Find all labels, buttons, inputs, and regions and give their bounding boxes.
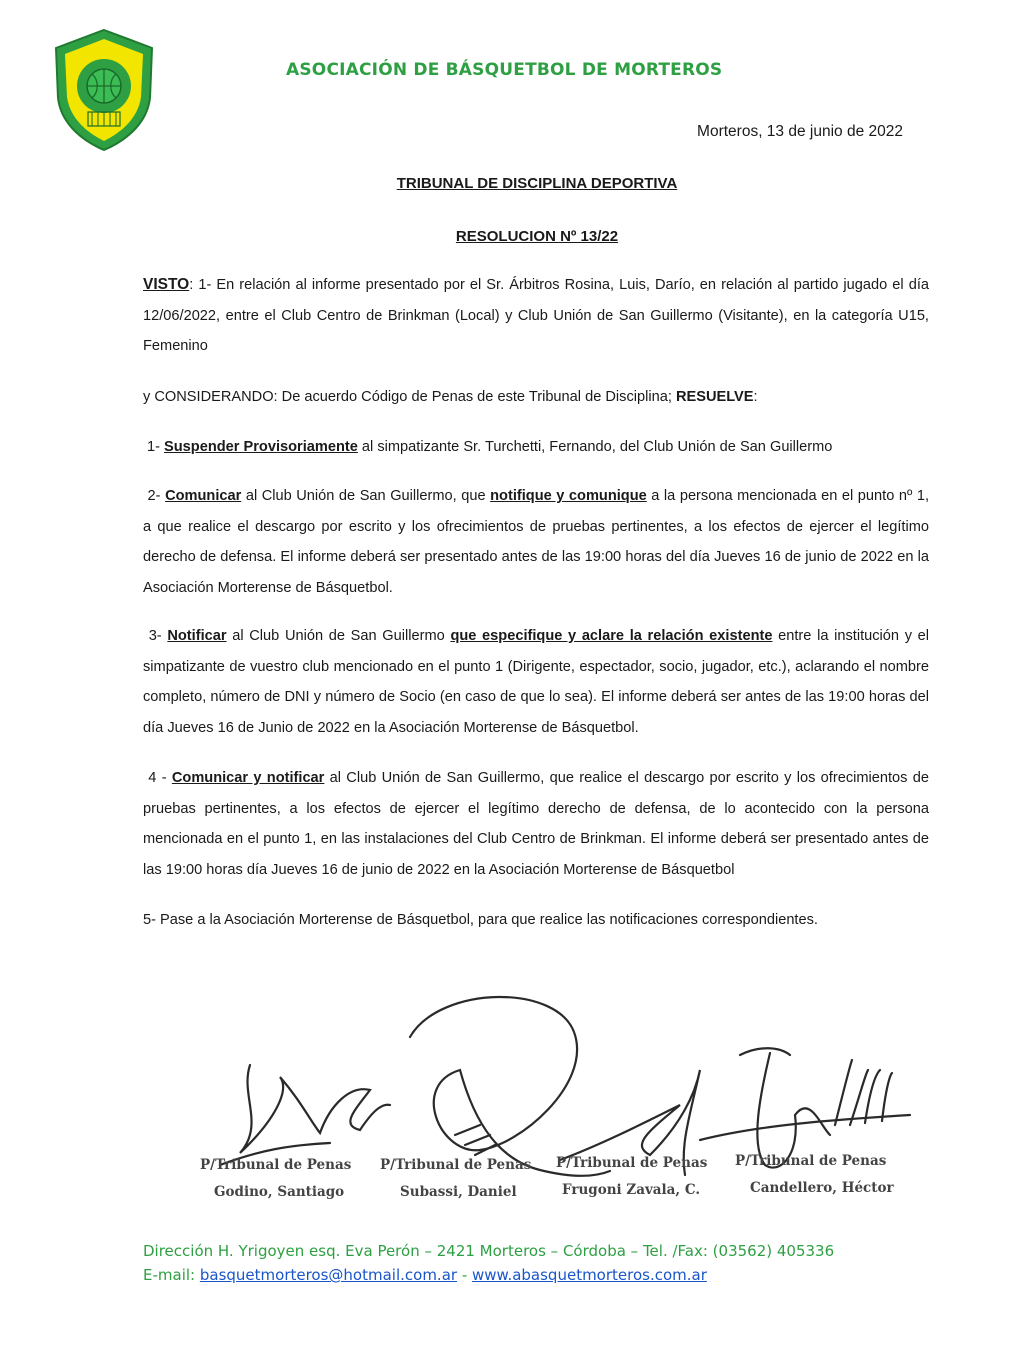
signatory-2-role: P/Tribunal de Penas xyxy=(380,1157,532,1173)
visto-paragraph xyxy=(143,270,929,362)
visto-label: VISTO xyxy=(143,276,190,293)
visto-text: : 1- En relación al informe presentado por el Sr. Árbitros Rosina, Luis, Darío, en relación al partido jugado el día 12/06/2022, entre el Club Centro de Brinkman (Local) y Club Unión de San Guillermo (Visitante), en la categoría U15, Femenino xyxy=(143,277,929,354)
item-4-action: Comunicar y notificar xyxy=(171,770,325,786)
footer-website-link[interactable]: www.abasquetmorteros.com.ar xyxy=(472,1266,707,1284)
footer-email-link[interactable]: basquetmorteros@hotmail.com.ar xyxy=(199,1266,458,1284)
item-2-action-2: notifique y comunique xyxy=(490,488,647,504)
item-1-prefix: 1- xyxy=(147,439,165,455)
item-1-text: al simpatizante Sr. Turchetti, Fernando, del Club Unión de San Guillermo xyxy=(357,439,833,455)
considerando-end: : xyxy=(753,389,758,405)
tribunal-heading: TRIBUNAL DE DISCIPLINA DEPORTIVA xyxy=(396,175,678,192)
signatory-1-name: Godino, Santiago xyxy=(214,1184,345,1200)
document-date: Morteros, 13 de junio de 2022 xyxy=(697,123,903,140)
item-1-action: Suspender Provisoriamente xyxy=(164,439,358,455)
signatory-4-name: Candellero, Héctor xyxy=(750,1180,894,1196)
item-2-text-b: a la persona mencionada en el punto nº 1, a que realice el descargo por escrito y los ofrecimientos de pruebas pertinentes, a los efectos de ejercer el legítimo derecho de defensa. El informe deberá ser presentado antes de las 19:00 horas del día Jueves 16 de junio de 2022 en la Asociación Morterense de Básquetbol. xyxy=(143,488,929,596)
signatory-2-name: Subassi, Daniel xyxy=(400,1184,517,1200)
item-2-action: Comunicar xyxy=(165,488,242,504)
organization-title: ASOCIACIÓN DE BÁSQUETBOL DE MORTEROS xyxy=(286,60,723,80)
resuelve-label: RESUELVE xyxy=(675,389,754,405)
item-2-text-a: al Club Unión de San Guillermo, que xyxy=(241,488,491,504)
item-3-text-a: al Club Unión de San Guillermo xyxy=(226,628,451,644)
item-3-action: Notificar xyxy=(167,628,227,644)
signatory-3-role: P/Tribunal de Penas xyxy=(556,1155,708,1171)
item-3-prefix: 3- xyxy=(148,628,168,644)
item-3-text-b: entre la institución y el simpatizante de vuestro club mencionado en el punto 1 (Dirigente, espectador, socio, jugador, etc.), aclarando el nombre completo, número de DNI y número de Socio (en caso de que lo sea). El informe deberá ser antes de las 19:00 horas del día Jueves 16 de Junio de 2022 en la Asociación Morterense de Básquetbol. xyxy=(143,628,930,736)
association-logo xyxy=(52,28,156,152)
signature-block xyxy=(180,975,930,1215)
resolution-item-3 xyxy=(143,621,929,743)
handwritten-signatures xyxy=(180,975,930,1215)
resolution-item-4 xyxy=(143,763,929,885)
footer-contact xyxy=(143,1266,707,1284)
item-4-text: al Club Unión de San Guillermo, que realice el descargo por escrito y los ofrecimientos de pruebas pertinentes, a los efectos de ejercer el legítimo derecho de defensa, de lo acontecido con la persona mencionada en el punto 1, en las instalaciones del Club Centro de Brinkman. El informe deberá ser presentado antes de las 19:00 horas día Jueves 16 de junio de 2022 en la Asociación Morterense de Básquetbol xyxy=(143,770,929,878)
footer-email-label: E-mail: xyxy=(143,1266,200,1284)
item-2-prefix: 2- xyxy=(147,488,166,504)
footer-address: Dirección H. Yrigoyen esq. Eva Perón – 2421 Morteros – Córdoba – Tel. /Fax: (03562) 405336 xyxy=(143,1242,835,1260)
signatory-3-name: Frugoni Zavala, C. xyxy=(562,1182,701,1198)
considerando-paragraph xyxy=(143,382,929,413)
footer-separator: - xyxy=(457,1266,473,1284)
item-3-action-2: que especifique y aclare la relación existente xyxy=(450,628,773,644)
considerando-text: y CONSIDERANDO: De acuerdo Código de Penas de este Tribunal de Disciplina; xyxy=(143,389,676,405)
resolution-item-1 xyxy=(147,432,933,463)
resolution-heading: RESOLUCION Nº 13/22 xyxy=(455,228,619,245)
signatory-4-role: P/Tribunal de Penas xyxy=(735,1153,887,1169)
item-4-prefix: 4 - xyxy=(148,770,172,786)
resolution-item-2 xyxy=(143,481,929,603)
signatory-1-role: P/Tribunal de Penas xyxy=(200,1157,352,1173)
resolution-item-5: 5- Pase a la Asociación Morterense de Básquetbol, para que realice las notificaciones correspondientes. xyxy=(143,912,818,928)
